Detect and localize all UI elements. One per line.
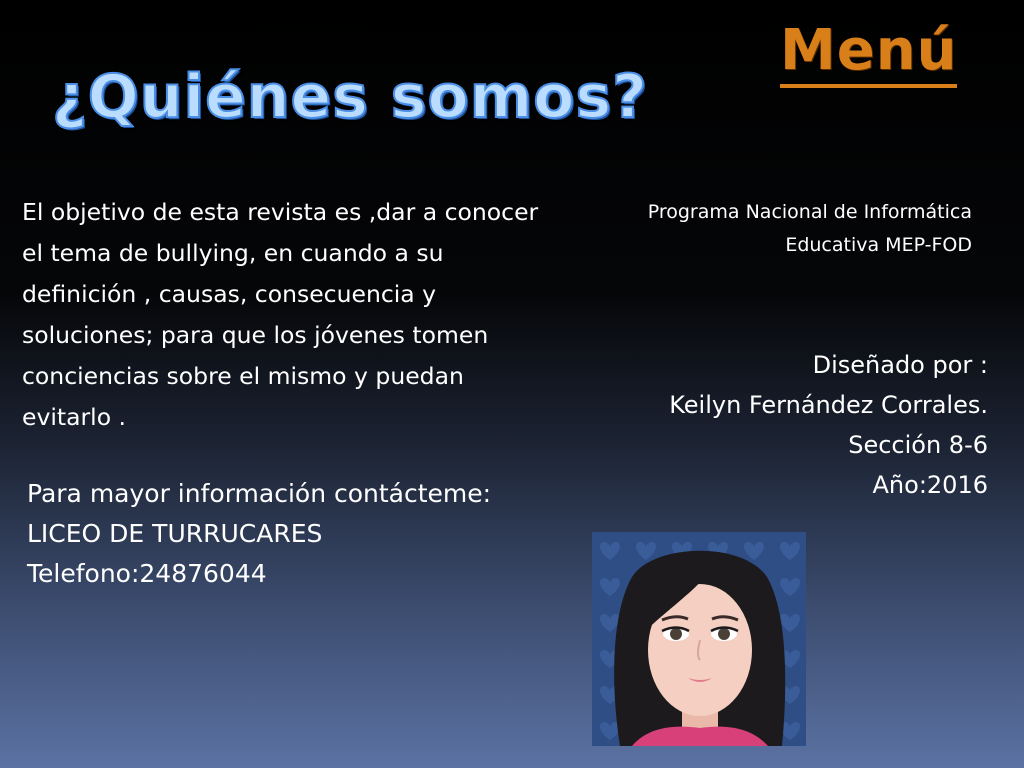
menu-link[interactable]: Menú: [780, 18, 957, 88]
school-name: LICEO DE TURRUCARES: [27, 519, 323, 548]
cartoon-girl-avatar: [592, 532, 806, 746]
phone-number: Telefono:24876044: [27, 559, 267, 588]
program-line-1: Programa Nacional de Informática: [647, 201, 972, 223]
author-name: Keilyn Fernández Corrales.: [669, 391, 988, 419]
designed-by-label: Diseñado por :: [812, 351, 988, 379]
program-info: [560, 196, 972, 262]
contact-info: [27, 474, 567, 594]
year-label: Año:2016: [872, 471, 988, 499]
avatar-illustration: [592, 532, 806, 746]
contact-prompt: Para mayor información contácteme:: [27, 479, 492, 508]
magazine-description: El objetivo de esta revista es ,dar a conocer el tema de bullying, en cuando a su definición , causas, consecuencia y soluciones; para que los jóvenes tomen conciencias sobre el mismo y puedan evitarlo .: [22, 198, 539, 431]
program-line-2: Educativa MEP-FOD: [785, 234, 972, 256]
section-label: Sección 8-6: [848, 431, 988, 459]
page-title: ¿Quiénes somos?: [52, 62, 648, 132]
credits: [600, 345, 988, 505]
